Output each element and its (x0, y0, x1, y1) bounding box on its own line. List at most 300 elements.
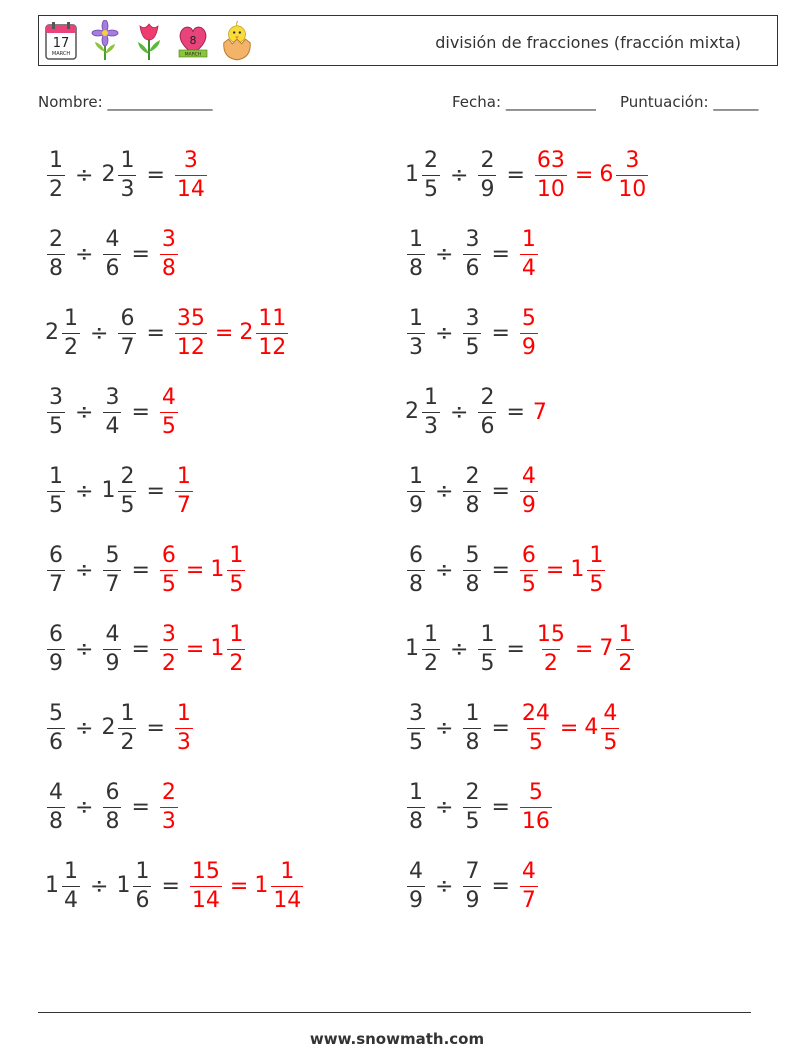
numerator: 6 (105, 779, 120, 805)
denominator: 9 (465, 887, 480, 913)
denominator: 2 (120, 729, 135, 755)
denominator: 7 (521, 887, 536, 913)
fraction (47, 700, 65, 755)
whole-part: 6 (599, 162, 614, 187)
denominator: 9 (49, 650, 63, 676)
numerator: 6 (49, 621, 63, 647)
fraction (103, 542, 121, 597)
fraction (463, 700, 481, 755)
mixed-number (461, 779, 483, 834)
problem-row (45, 535, 247, 605)
fraction (62, 305, 80, 360)
numerator: 1 (521, 226, 536, 252)
problem-row (405, 693, 621, 763)
whole-part: 1 (45, 873, 59, 898)
fraction (47, 463, 65, 518)
fraction (103, 384, 121, 439)
divide-sign: ÷ (435, 715, 454, 741)
problem-row (405, 298, 540, 368)
mixed-number (599, 147, 650, 202)
numerator: 63 (536, 147, 565, 173)
divide-sign: ÷ (75, 715, 94, 741)
fraction (463, 226, 481, 281)
fraction (47, 779, 65, 834)
equals-sign: = (506, 399, 525, 425)
denominator: 6 (105, 255, 120, 281)
mixed-number (116, 858, 153, 913)
whole-part: 2 (239, 320, 254, 345)
equals-sign: = (491, 557, 510, 583)
denominator: 9 (521, 334, 536, 360)
numerator: 2 (49, 226, 63, 252)
mixed-number (45, 384, 67, 439)
denominator: 8 (465, 492, 480, 518)
mixed-number (45, 305, 82, 360)
mixed-number (45, 779, 67, 834)
numerator: 5 (49, 700, 63, 726)
denominator: 10 (618, 176, 647, 202)
divide-sign: ÷ (435, 241, 454, 267)
fraction (478, 384, 496, 439)
fraction (407, 305, 425, 360)
numerator: 2 (465, 463, 480, 489)
fraction (407, 700, 425, 755)
divide-sign: ÷ (450, 399, 469, 425)
denominator: 6 (49, 729, 63, 755)
fraction (422, 147, 440, 202)
equals-sign: = (131, 557, 150, 583)
numerator: 3 (465, 226, 480, 252)
numerator: 1 (409, 463, 423, 489)
denominator: 2 (424, 650, 438, 676)
fraction (227, 542, 245, 597)
fraction (103, 226, 121, 281)
problem-row (45, 851, 305, 921)
numerator: 1 (480, 621, 495, 647)
mixed-number (518, 858, 540, 913)
fraction (616, 621, 634, 676)
calendar-icon (44, 19, 78, 63)
mixed-number (405, 384, 442, 439)
fraction (118, 463, 136, 518)
divide-sign: ÷ (75, 162, 94, 188)
denominator: 7 (120, 334, 135, 360)
denominator: 8 (49, 808, 63, 834)
denominator: 2 (64, 334, 78, 360)
fraction (118, 305, 136, 360)
denominator: 14 (273, 887, 302, 913)
mixed-number (45, 226, 67, 281)
problem-row (405, 614, 636, 684)
numerator: 5 (465, 542, 480, 568)
equals-sign: = (131, 636, 150, 662)
denominator: 5 (49, 413, 63, 439)
mixed-number (461, 305, 483, 360)
fraction (520, 779, 552, 834)
equals-sign: = (131, 794, 150, 820)
fraction (535, 621, 567, 676)
equals-sign: = (146, 162, 165, 188)
problem-row (45, 298, 290, 368)
problem-row (45, 140, 209, 210)
mixed-number (518, 779, 554, 834)
mixed-number (405, 779, 427, 834)
numerator: 3 (161, 621, 176, 647)
mixed-number (533, 621, 569, 676)
numerator: 6 (521, 542, 536, 568)
problem-row (405, 140, 650, 210)
numerator: 1 (120, 700, 135, 726)
mixed-number (173, 305, 209, 360)
fraction (407, 542, 425, 597)
whole-part: 7 (532, 399, 547, 425)
equals-sign: = (229, 873, 249, 899)
numerator: 15 (536, 621, 565, 647)
numerator: 1 (424, 621, 438, 647)
problem-row (45, 772, 180, 842)
numerator: 5 (521, 305, 536, 331)
mixed-number (405, 542, 427, 597)
numerator: 1 (64, 858, 78, 884)
fraction (227, 621, 245, 676)
mixed-number (158, 621, 180, 676)
divide-sign: ÷ (75, 636, 94, 662)
fraction (47, 147, 65, 202)
denominator: 5 (521, 571, 536, 597)
mixed-number (101, 779, 123, 834)
whole-part: 2 (101, 162, 116, 187)
fraction (422, 384, 440, 439)
fraction (160, 384, 178, 439)
whole-part: 7 (599, 636, 614, 661)
hatching-chick-icon (220, 19, 254, 63)
mixed-number (239, 305, 290, 360)
numerator: 4 (603, 700, 618, 726)
numerator: 35 (176, 305, 205, 331)
mixed-number (476, 147, 498, 202)
fraction (601, 700, 619, 755)
fraction (407, 779, 425, 834)
problem-row (45, 456, 195, 526)
numerator: 3 (49, 384, 63, 410)
mixed-number (476, 384, 498, 439)
whole-part: 1 (405, 636, 419, 661)
mixed-number (584, 700, 621, 755)
denominator: 5 (161, 413, 176, 439)
numerator: 3 (625, 147, 640, 173)
denominator: 8 (409, 255, 423, 281)
mixed-number (461, 858, 483, 913)
fraction (463, 305, 481, 360)
denominator: 8 (105, 808, 120, 834)
denominator: 2 (49, 176, 63, 202)
fraction (47, 226, 65, 281)
denominator: 5 (120, 492, 135, 518)
tulip-icon (132, 19, 166, 63)
numerator: 3 (105, 384, 120, 410)
numerator: 1 (465, 700, 480, 726)
denominator: 5 (465, 808, 480, 834)
numerator: 1 (49, 147, 63, 173)
mixed-number (405, 147, 442, 202)
fraction (271, 858, 303, 913)
fraction (520, 305, 538, 360)
problem-row (405, 219, 540, 289)
mixed-number (405, 621, 442, 676)
problem-row (405, 772, 554, 842)
fraction (587, 542, 605, 597)
denominator: 5 (424, 176, 438, 202)
denominator: 4 (521, 255, 536, 281)
fraction (47, 542, 65, 597)
numerator: 2 (480, 384, 495, 410)
problem-row (45, 693, 195, 763)
equals-sign: = (506, 636, 525, 662)
denominator: 10 (536, 176, 565, 202)
denominator: 4 (105, 413, 120, 439)
equals-sign: = (185, 636, 205, 662)
fraction (160, 226, 178, 281)
problem-row (405, 535, 607, 605)
denominator: 12 (258, 334, 287, 360)
mixed-number (518, 226, 540, 281)
denominator: 9 (521, 492, 536, 518)
divide-sign: ÷ (450, 636, 469, 662)
mixed-number (45, 147, 67, 202)
fraction (463, 542, 481, 597)
fraction (407, 858, 425, 913)
fraction (118, 147, 136, 202)
fraction (175, 700, 193, 755)
mixed-number (45, 621, 67, 676)
numerator: 4 (521, 858, 536, 884)
numerator: 6 (49, 542, 63, 568)
fraction (616, 147, 648, 202)
fraction (175, 147, 207, 202)
numerator: 4 (49, 779, 63, 805)
equals-sign: = (146, 715, 165, 741)
whole-part: 1 (101, 478, 116, 503)
whole-part: 2 (45, 320, 59, 345)
mixed-number (533, 400, 548, 425)
numerator: 6 (161, 542, 176, 568)
fraction (520, 463, 538, 518)
whole-part: 1 (405, 162, 419, 187)
fraction (47, 621, 65, 676)
denominator: 8 (409, 808, 423, 834)
fraction (520, 542, 538, 597)
divide-sign: ÷ (75, 241, 94, 267)
mixed-number (101, 621, 123, 676)
mixed-number (173, 463, 195, 518)
denominator: 14 (191, 887, 220, 913)
fraction (520, 858, 538, 913)
mixed-number (254, 858, 305, 913)
mixed-number (173, 147, 209, 202)
whole-part: 1 (254, 873, 269, 898)
denominator: 6 (135, 887, 150, 913)
numerator: 1 (409, 305, 423, 331)
divide-sign: ÷ (450, 162, 469, 188)
mixed-number (101, 147, 138, 202)
equals-sign: = (545, 557, 565, 583)
equals-sign: = (491, 478, 510, 504)
numerator: 2 (424, 147, 438, 173)
divide-sign: ÷ (90, 320, 109, 346)
denominator: 12 (176, 334, 205, 360)
denominator: 2 (618, 650, 633, 676)
divide-sign: ÷ (435, 794, 454, 820)
mixed-number (476, 621, 498, 676)
mixed-number (158, 226, 180, 281)
fraction (407, 226, 425, 281)
denominator: 8 (161, 255, 176, 281)
mixed-number (158, 542, 180, 597)
denominator: 9 (409, 492, 423, 518)
denominator: 6 (480, 413, 495, 439)
mixed-number (518, 542, 540, 597)
divide-sign: ÷ (435, 320, 454, 346)
numerator: 1 (424, 384, 438, 410)
date-label: Fecha: (452, 93, 502, 111)
whole-part: 1 (116, 873, 131, 898)
mixed-number (158, 779, 180, 834)
fraction (463, 779, 481, 834)
equals-sign: = (559, 715, 579, 741)
mixed-number (45, 542, 67, 597)
worksheet-header (38, 15, 778, 66)
equals-sign: = (161, 873, 180, 899)
denominator: 8 (409, 571, 423, 597)
whole-part: 1 (210, 636, 225, 661)
equals-sign: = (146, 478, 165, 504)
denominator: 3 (120, 176, 135, 202)
name-blank: ______________ (107, 93, 213, 111)
numerator: 2 (480, 147, 495, 173)
mixed-number (405, 226, 427, 281)
denominator: 5 (603, 729, 618, 755)
equals-sign: = (574, 636, 594, 662)
numerator: 4 (105, 226, 120, 252)
score-field (620, 93, 758, 111)
numerator: 3 (409, 700, 423, 726)
numerator: 6 (409, 542, 423, 568)
denominator: 16 (521, 808, 550, 834)
mixed-number (45, 858, 82, 913)
whole-part: 2 (405, 399, 419, 424)
denominator: 5 (465, 334, 480, 360)
mixed-number (405, 305, 427, 360)
worksheet-title: división de fracciones (fracción mixta) (435, 33, 741, 52)
fraction (160, 779, 178, 834)
equals-sign: = (185, 557, 205, 583)
mixed-number (210, 542, 247, 597)
equals-sign: = (214, 320, 234, 346)
fraction (190, 858, 222, 913)
equals-sign: = (491, 873, 510, 899)
denominator: 3 (176, 729, 191, 755)
fraction (175, 463, 193, 518)
divide-sign: ÷ (75, 399, 94, 425)
heart-day: 8 (189, 34, 197, 47)
equals-sign: = (574, 162, 594, 188)
denominator: 7 (176, 492, 191, 518)
problem-row (45, 614, 247, 684)
whole-part: 1 (210, 557, 225, 582)
whole-part: 4 (584, 715, 599, 740)
numerator: 1 (49, 463, 63, 489)
mixed-number (461, 463, 483, 518)
mixed-number (461, 226, 483, 281)
numerator: 2 (120, 463, 135, 489)
denominator: 5 (409, 729, 423, 755)
numerator: 1 (589, 542, 604, 568)
fraction (160, 542, 178, 597)
numerator: 1 (409, 779, 423, 805)
equals-sign: = (146, 320, 165, 346)
numerator: 2 (465, 779, 480, 805)
fraction (535, 147, 567, 202)
denominator: 5 (161, 571, 176, 597)
denominator: 5 (480, 650, 495, 676)
mixed-number (45, 463, 67, 518)
numerator: 1 (618, 621, 633, 647)
mixed-number (101, 542, 123, 597)
numerator: 1 (280, 858, 295, 884)
denominator: 8 (49, 255, 63, 281)
mixed-number (45, 700, 67, 755)
numerator: 15 (191, 858, 220, 884)
mixed-number (101, 384, 123, 439)
numerator: 3 (183, 147, 198, 173)
problem-row (405, 456, 540, 526)
denominator: 5 (528, 729, 543, 755)
numerator: 11 (258, 305, 287, 331)
denominator: 9 (480, 176, 495, 202)
footer-divider (38, 1012, 751, 1013)
denominator: 7 (105, 571, 120, 597)
mixed-number (405, 858, 427, 913)
numerator: 7 (465, 858, 480, 884)
mixed-number (570, 542, 607, 597)
equals-sign: = (506, 162, 525, 188)
whole-part: 1 (570, 557, 585, 582)
name-label: Nombre: (38, 93, 103, 111)
fraction (133, 858, 151, 913)
fraction (62, 858, 80, 913)
mixed-number (188, 858, 224, 913)
denominator: 4 (64, 887, 78, 913)
denominator: 9 (105, 650, 120, 676)
denominator: 3 (409, 334, 423, 360)
mixed-number (101, 463, 138, 518)
numerator: 3 (161, 226, 176, 252)
denominator: 14 (176, 176, 205, 202)
equals-sign: = (131, 399, 150, 425)
numerator: 1 (409, 226, 423, 252)
purple-flower-icon (88, 19, 122, 63)
date-field (452, 93, 596, 111)
numerator: 1 (64, 305, 78, 331)
denominator: 2 (229, 650, 244, 676)
mixed-number (518, 463, 540, 518)
mixed-number (405, 700, 427, 755)
problem-row (45, 377, 180, 447)
numerator: 5 (105, 542, 120, 568)
calendar-month: MARCH (51, 51, 71, 57)
numerator: 4 (105, 621, 120, 647)
numerator: 1 (120, 147, 135, 173)
